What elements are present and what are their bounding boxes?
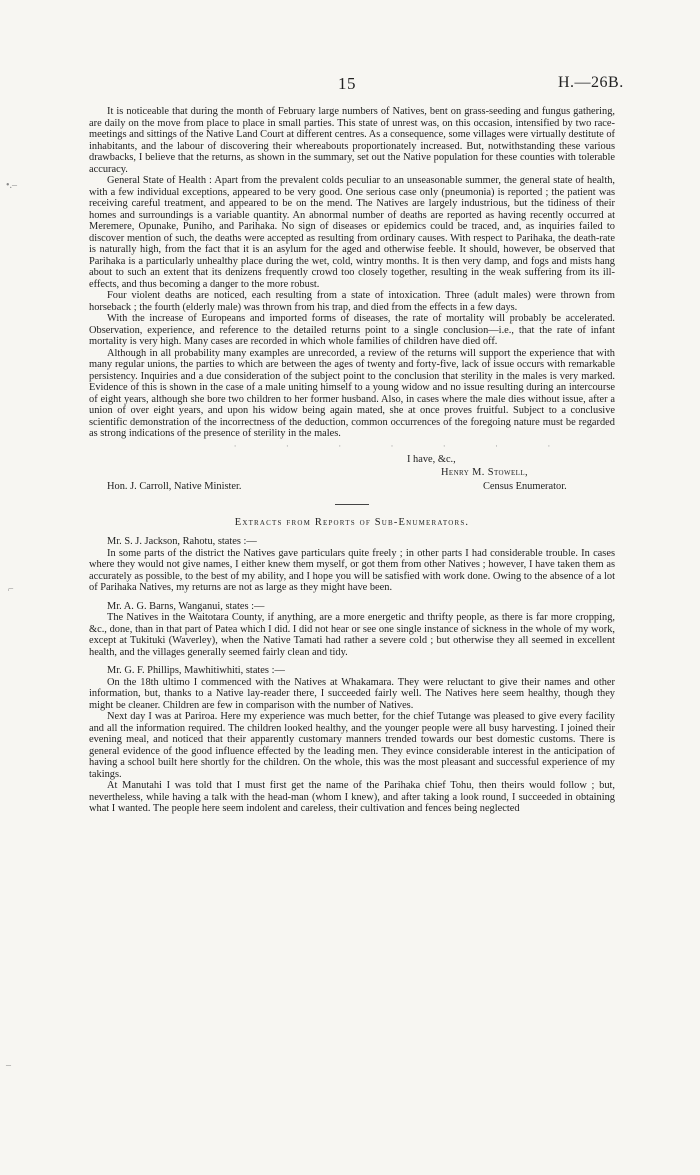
body-paragraph: It is noticeable that during the month of February large numbers of Natives, bent on grass-seeding and fungus gathering, are daily on the move from place to place in small parties. This state of unrest was, on this occasion, intensified by two race-meetings and sittings of the Native Land Court at different centres. As a consequence, some villages were virtually destitute of inhabitants, and the labour of discovering their whereabouts proportionately increased. But, notwithstanding these various drawbacks, I believe that the returns, as shown in the summary, set out the Native population for these counties with tolerable accuracy. [89,106,615,175]
report-paragraph: Next day I was at Pariroa. Here my experience was much better, for the chief Tutange was pleased to give every facility and all the information required. The children looked healthy, and the younger people were all busy harvesting. I joined their evening meal, and noticed that their apparently customary manners trended towards our best domestic customs. There is general evidence of the good influence effected by the leading men. They evince considerable interest in the anticipation of having a school built here shortly for the children. On the whole, this was the most pleasant and successful experience of my takings. [89,711,615,780]
report-barns [89,601,615,659]
report-speaker: Mr. G. F. Phillips, Mawhitiwhiti, states :— [107,665,285,676]
report-speaker: Mr. A. G. Barns, Wanganui, states :— [107,600,265,612]
report-phillips [89,665,615,815]
signature-name: Henry M. Stowell, [441,466,529,478]
signature-addressee: Hon. J. Carroll, Native Minister. [107,480,242,492]
signature-closing: I have, &c., [407,453,456,465]
margin-mark: – [6,1060,11,1071]
report-paragraph: In some parts of the district the Natives gave particulars quite freely ; in other parts I had considerable trouble. In cases where they would not give names, I either knew them myself, or got them from other Natives ; however, I have taken them as accurately as possible, to the best of my ability, and I hope you will be satisfied with work done. Owing to the absence of a lot of Parihaka Natives, my returns are not as large as they might have been. [89,547,615,593]
body-paragraph: General State of Health : Apart from the prevalent colds peculiar to an unseasonable summer, the general state of health, with a few individual exceptions, appeared to be very good. One serious case only (pneumonia) is reported ; the patient was receiving careful treatment, and appeared to be on the mend. The Natives are largely industrious, but the tidiness of their homes and surroundings is a variable quantity. An abnormal number of deaths are reported as having recently occurred at Meremere, Opunake, Puniho, and Parihaka. No sign of diseases or epidemics could be traced, and, as inquiries failed to discover mention of such, the deaths were accepted as resulting from ordinary causes. With respect to Parihaka, the death-rate is naturally high, from the fact that it is an asylum for the aged and otherwise feeble. It should, however, be observed that Parihaka is a particularly unhealthy place during the wet, cold, wintry months. It is then very damp, and fogs and mists hang about to such an extent that its denizens frequently crowd too closely together, resulting in the weak suffering from its ill-effects, and thus becoming a danger to the more robust. [89,175,615,290]
margin-mark: •.– [6,180,18,191]
margin-mark: ⌐ [8,584,14,595]
report-paragraph: On the 18th ultimo I commenced with the Natives at Whakamara. They were reluctant to give their names and other information, but, thanks to a Native lay-reader there, I succeeded fairly well. The Natives here seem healthy, though they might be cleaner. Children are few in comparison with the number of Natives. [89,676,615,711]
document-code: H.—26B. [558,74,624,91]
body-paragraph: Four violent deaths are noticed, each resulting from a state of intoxication. Three (adult males) were thrown from horseback ; the fourth (elderly male) was thrown from his trap, and died from the effects in a few days. [89,290,615,313]
signature-block [89,454,615,500]
report-jackson [89,536,615,594]
page-header [0,74,700,94]
report-paragraph: The Natives in the Waitotara County, if anything, are a more energetic and thrifty people, as there is far more cropping, &c., done, than in that part of Patea which I did. I did not hear or see one single instance of sickness in the whole of my work, except at Tukituki (Waverley), when the Native Tamati had rather a severe cold ; but otherwise they all seemed in excellent health, and the villages generally seemed fairly clean and tidy. [89,612,615,658]
divider [335,504,369,505]
signature-title: Census Enumerator. [483,480,567,492]
section-break: · · · · · · · [233,440,551,451]
document-body [89,106,615,822]
body-paragraph: With the increase of Europeans and imported forms of diseases, the rate of mortality will probably be accelerated. Observation, experience, and reference to the detailed returns point to a single conclusion—i.e., that the rate of infant mortality is very high. Many cases are recorded in which whole families of children have died off. [89,313,615,347]
page-number: 15 [338,74,356,93]
report-speaker: Mr. S. J. Jackson, Rahotu, states :— [107,536,257,547]
report-paragraph: At Manutahi I was told that I must first get the name of the Parihaka chief Tohu, then theirs would follow ; but, nevertheless, while having a talk with the head-man (whom I knew), and after taking a look round, I succeeded in obtaining what I wanted. The people here seem indolent and careless, their cultivation and fences being neglected [89,780,615,814]
section-heading: Extracts from Reports of Sub-Enumerators. [234,516,470,528]
body-paragraph: Although in all probability many examples are unrecorded, a review of the returns will support the experience that with many regular unions, the parties to which are between the ages of twenty and forty-five, lack of issue occurs with remarkable persistency. Inquiries and a due consideration of the subject point to the conclusion that sterility in the males is very marked. Evidence of this is shown in the case of a male uniting himself to a young widow and no issue resulting during an intercourse of eight years, although she bore two children to her former husband. Also, in cases where the male dies without issue, after a union of over eight years, and upon his widow being again mated, she at once proves fruitful. Subject to a conclusive scientific demonstration of the incorrectness of the deduction, common occurrences of the foregoing nature must be regarded as strong indications of the presence of sterility in the males. [89,347,615,439]
